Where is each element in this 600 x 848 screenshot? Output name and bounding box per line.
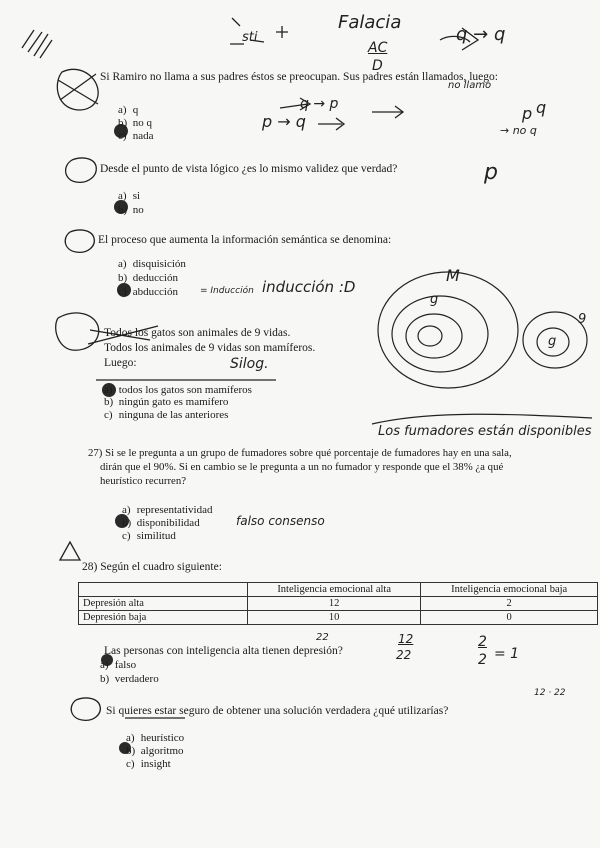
question-28-option-b[interactable]: b) verdadero	[100, 673, 159, 685]
table-row	[79, 611, 598, 625]
question-2-option-a[interactable]: a) si	[118, 190, 141, 202]
table-header-row	[79, 583, 598, 597]
table-cell: 12	[248, 597, 421, 611]
question-2-option-b[interactable]: b) no	[118, 204, 144, 216]
question-27-option-a[interactable]: a) representatividad	[122, 504, 213, 516]
handwritten-note: 12 · 22	[534, 688, 566, 698]
handwritten-note: q → p	[300, 96, 339, 112]
handwritten-note: → no q	[500, 124, 537, 137]
table-cell: Depresión alta	[79, 597, 248, 611]
handwritten-note: AC	[368, 40, 388, 56]
handwritten-note: q	[536, 98, 547, 117]
question-1-option-c[interactable]: c) nada	[118, 130, 154, 142]
question-27-prompt-line3: heurístico recurren?	[100, 475, 187, 487]
question-27-option-b[interactable]: b) disponibilidad	[122, 517, 200, 529]
question-3-option-b[interactable]: b) deducción	[118, 272, 178, 284]
question-27-prompt-line1: 27) Si se le pregunta a un grupo de fumadores sobre qué porcentaje de fumadores hay en una sala,	[88, 447, 512, 459]
table-cell: Depresión baja	[79, 611, 248, 625]
handwritten-note: M	[446, 266, 460, 285]
handwritten-note: falso consenso	[236, 514, 325, 528]
table-row	[79, 597, 598, 611]
question-27-number: 27)	[88, 447, 103, 459]
question-3-option-a[interactable]: a) disquisición	[118, 258, 186, 270]
handwritten-note: p	[522, 104, 533, 123]
handwritten-note: 12	[398, 632, 414, 646]
question-28-number: 28)	[82, 561, 98, 573]
question-1-option-a[interactable]: a) q	[118, 104, 139, 116]
question-4-option-c[interactable]: c) ninguna de las anteriores	[104, 409, 229, 421]
handwritten-note: 22	[316, 632, 329, 643]
table-header-cell	[79, 583, 248, 597]
handwritten-note: p	[484, 160, 498, 185]
question-28-option-a[interactable]: a) falso	[100, 659, 137, 671]
question-4-option-b[interactable]: b) ningún gato es mamífero	[104, 396, 229, 408]
handwritten-note: 9	[578, 312, 587, 327]
question-27-prompt-line2: dirán que el 90%. Si en cambio se le pregunta a un no fumador y responde que el 38% ¿a qué	[100, 461, 504, 473]
handwritten-note: g	[430, 292, 439, 307]
handwritten-note: = Inducción	[200, 286, 254, 296]
table-cell: 0	[421, 611, 598, 625]
question-3-option-c[interactable]: c) abducción	[118, 286, 178, 298]
question-3-prompt: El proceso que aumenta la información semántica se denomina:	[98, 234, 392, 246]
handwritten-note: q → q	[456, 24, 506, 45]
question-1-prompt: Si Ramiro no llama a sus padres éstos se preocupan. Sus padres están llamados, luego:	[100, 71, 498, 83]
handwritten-note: sti	[242, 30, 258, 45]
question-4-prompt-line2: Todos los animales de 9 vidas son mamíferos.	[104, 342, 316, 354]
handwritten-note: inducción :D	[262, 278, 356, 296]
table-header-cell: Inteligencia emocional baja	[421, 583, 598, 597]
handwritten-note: no llamo	[448, 80, 492, 91]
contingency-table	[78, 582, 598, 625]
table-cell: 2	[421, 597, 598, 611]
question-28-sub-prompt: Las personas con inteligencia alta tienen depresión?	[104, 645, 343, 657]
question-4-prompt-line1: Todos los gatos son animales de 9 vidas.	[104, 327, 291, 339]
question-4-option-a[interactable]: a) todos los gatos son mamíferos	[104, 384, 252, 396]
question-1-option-b[interactable]: b) no q	[118, 117, 152, 129]
handwritten-note: Silog.	[230, 356, 269, 372]
handwritten-note: = 1	[494, 646, 520, 662]
handwritten-note: g	[548, 334, 557, 349]
question-29-prompt: Si quieres estar seguro de obtener una solución verdadera ¿qué utilizarías?	[106, 705, 449, 717]
handwritten-note: 2	[478, 652, 487, 668]
handwritten-note: D	[372, 58, 383, 74]
question-29-option-c[interactable]: c) insight	[126, 758, 171, 770]
question-4-prompt-line3: Luego:	[104, 357, 137, 369]
handwritten-note: 22	[396, 648, 412, 662]
question-27-option-c[interactable]: c) similitud	[122, 530, 176, 542]
handwritten-note: Los fumadores están disponibles	[378, 424, 592, 439]
question-28-prompt: 28) Según el cuadro siguiente:	[82, 561, 222, 573]
handwritten-note: p → q	[262, 112, 306, 131]
question-29-option-a[interactable]: a) heurístico	[126, 732, 185, 744]
table-header-cell: Inteligencia emocional alta	[248, 583, 421, 597]
question-2-prompt: Desde el punto de vista lógico ¿es lo mismo validez que verdad?	[100, 163, 398, 175]
handwritten-note: Falacia	[338, 12, 402, 33]
table-cell: 10	[248, 611, 421, 625]
question-29-option-b[interactable]: b) algoritmo	[126, 745, 184, 757]
handwritten-note: 2	[478, 634, 487, 650]
